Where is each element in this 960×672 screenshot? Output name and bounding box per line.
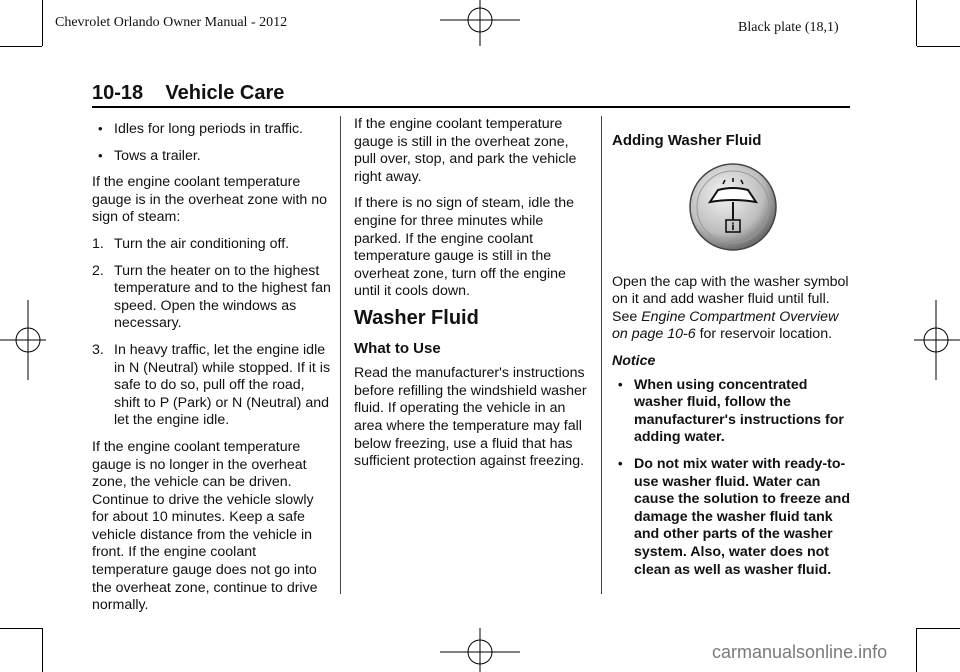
bullet-icon: • — [618, 455, 623, 471]
registration-mark-bottom — [440, 628, 520, 672]
paragraph-text: for reservoir location. — [695, 326, 833, 343]
column-2 — [354, 116, 592, 480]
notice-title: Notice — [612, 352, 656, 369]
column-divider — [340, 116, 341, 594]
crop-mark — [917, 628, 960, 629]
paragraph: Read the manufacturer's instructions before refilling the windshield washer fluid. If operating the vehicle in an area where the temperature may fall below freezing, use a fluid that has sufficient protection against freezing. — [354, 365, 587, 470]
subsection-title: Adding Washer Fluid — [612, 132, 762, 149]
heading-rule — [92, 106, 850, 108]
plate-label: Black plate (18,1) — [738, 20, 839, 35]
paragraph-text: Open the cap with the washer symbol on it and add washer fluid until full. See — [612, 273, 849, 325]
crop-mark — [916, 0, 917, 46]
crop-mark — [0, 628, 42, 629]
step-number: 3. — [92, 341, 104, 358]
bullet-text: Idles for long periods in traffic. — [114, 121, 304, 137]
step-item — [92, 263, 332, 333]
bullet-text: Tows a trailer. — [114, 147, 201, 164]
paragraph: If the engine coolant temperature gauge is in the overheat zone with no sign of steam: — [92, 174, 328, 226]
bullet-icon: • — [618, 376, 623, 392]
washer-fluid-icon — [688, 162, 778, 252]
crop-mark — [42, 628, 43, 672]
notice-item — [612, 456, 852, 579]
bullet-item — [92, 121, 332, 139]
column-3 — [612, 128, 852, 588]
section-title: Washer Fluid — [354, 306, 479, 329]
column-divider — [601, 116, 602, 594]
manual-title: Chevrolet Orlando Owner Manual - 2012 — [55, 15, 288, 30]
paragraph — [612, 274, 852, 344]
step-text: Turn the air conditioning off. — [114, 235, 290, 252]
column-1 — [92, 121, 332, 624]
registration-mark-top — [440, 0, 520, 46]
paragraph: If the engine coolant temperature gauge is still in the overheat zone, pull over, stop, and park the vehicle right away. — [354, 116, 577, 185]
step-item — [92, 236, 332, 254]
step-text: Turn the heater on to the highest temperature and to the highest fan speed. Open the windows as necessary. — [114, 262, 331, 332]
washer-symbol-figure — [612, 162, 852, 262]
registration-mark-right — [914, 300, 960, 380]
notice-item — [612, 377, 852, 447]
watermark: carmanualsonline.info — [712, 642, 888, 662]
paragraph: If the engine coolant temperature gauge is no longer in the overheat zone, the vehicle can be driven. Continue to drive the vehicle slowly for about 10 minutes. Keep a safe vehicle distance from the vehicle in front. If the engine coolant temperature gauge does not go into the overheat zone, continue to drive normally. — [92, 438, 318, 614]
paragraph: If there is no sign of steam, idle the engine for three minutes while parked. If the engine coolant temperature gauge is still in the overheat zone, turn off the engine until it cools down. — [354, 195, 575, 300]
subsection-title: What to Use — [354, 339, 441, 357]
notice-text: When using concentrated washer fluid, follow the manufacturer's instructions for adding water. — [634, 376, 844, 446]
svg-text:i: i — [731, 221, 735, 233]
cross-reference-link[interactable]: Engine Compartment Overview on page 10-6 — [612, 308, 839, 343]
crop-mark — [916, 628, 917, 672]
page-heading: 10-18 Vehicle Care — [92, 82, 285, 104]
bullet-icon: • — [98, 121, 103, 136]
bullet-icon: • — [98, 147, 103, 163]
bullet-item — [92, 148, 332, 166]
notice-text: Do not mix water with ready-to-use washer fluid. Water can cause the solution to freeze and damage the washer fluid tank and other parts of the washer system. Also, water does not clean as well as washer fluid. — [634, 455, 851, 578]
registration-mark-left — [0, 300, 46, 380]
step-number: 2. — [92, 262, 104, 279]
crop-mark — [917, 46, 960, 47]
step-item — [92, 342, 332, 430]
step-text: In heavy traffic, let the engine idle in N (Neutral) while stopped. If it is safe to do so, pull off the road, shift to P (Park) or N (Neutral) and let the engine idle. — [114, 341, 331, 429]
crop-mark — [42, 0, 43, 46]
crop-mark — [0, 46, 42, 47]
step-number: 1. — [92, 235, 104, 252]
